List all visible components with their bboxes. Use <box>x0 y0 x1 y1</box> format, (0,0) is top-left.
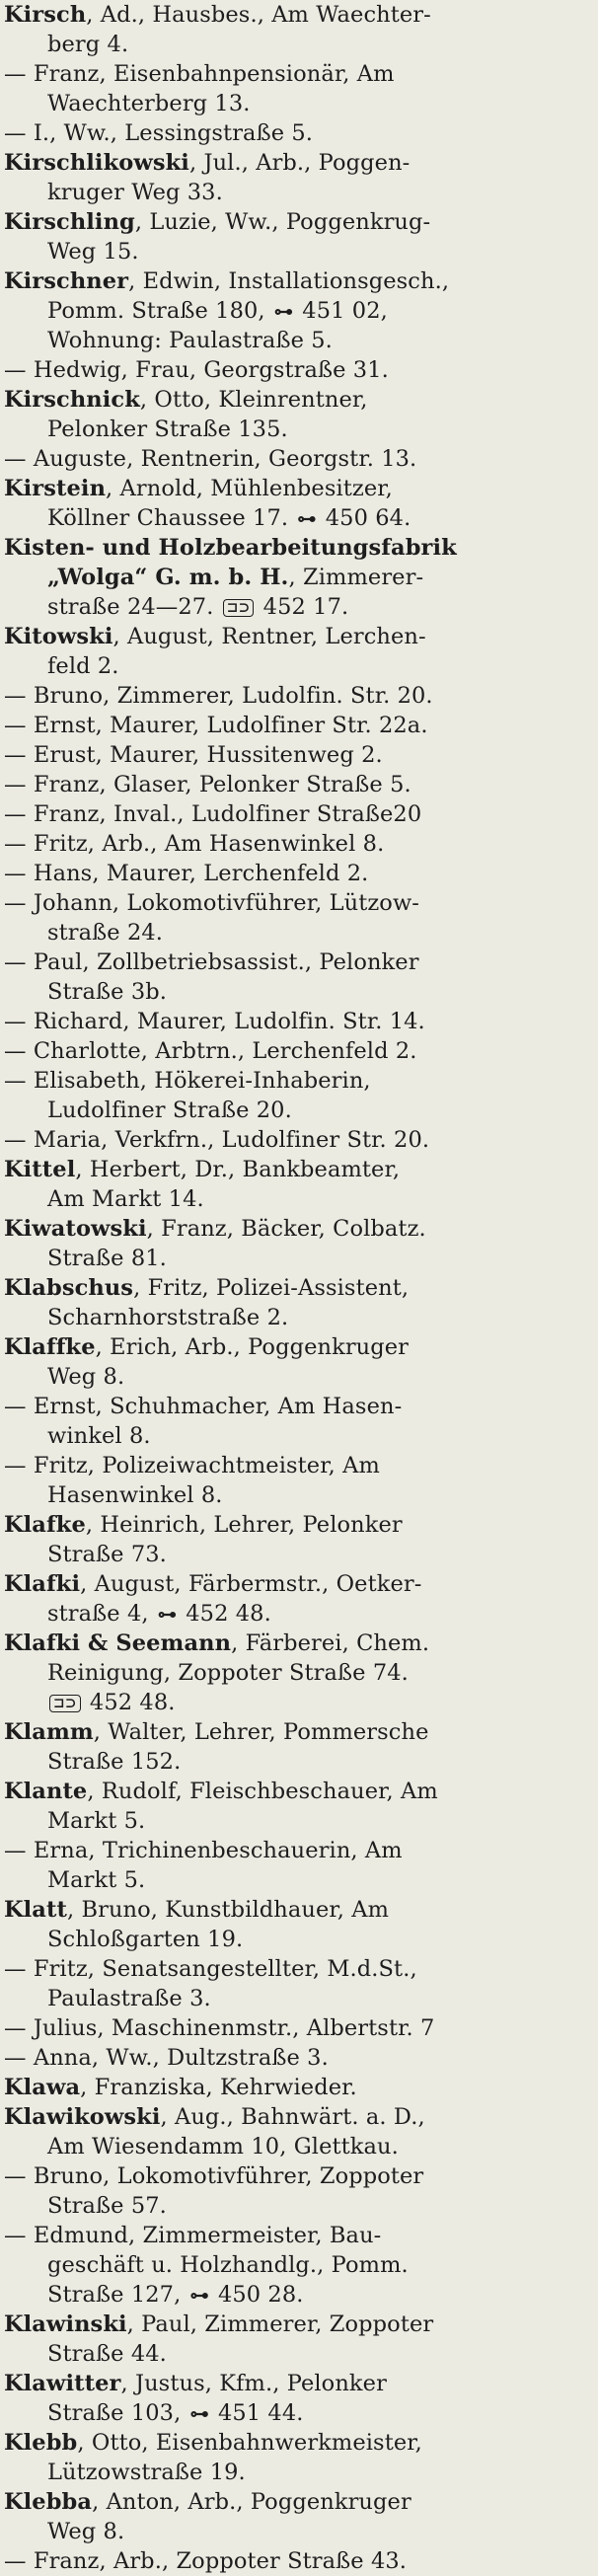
entry-kisten-holzbearbeitungsfabrik: Kisten- und Holzbearbeitungsfabrik „Wolga“ G. m. b. H., Zimmerer- straße 24—27. ⊐⊃ 452 17. <box>4 535 457 620</box>
entry-kirsch-ad: Kirsch, Ad., Hausbes., Am Waechter- berg 4. <box>4 2 431 57</box>
telephone-box-icon: ⊐⊃ <box>49 1695 81 1712</box>
entry-kitowski-maria: — Maria, Verkfrn., Ludolfiner Str. 20. <box>4 1127 430 1153</box>
entry-klaffke: Klaffke, Erich, Arb., Poggenkruger Weg 8. <box>4 1334 410 1390</box>
entry-klawinski: Klawinski, Paul, Zimmerer, Zoppoter Straße 44. <box>4 2311 434 2367</box>
entry-kitowski-franz-2: — Franz, Inval., Ludolfiner Straße20 <box>4 801 422 827</box>
telephone-icon: ⊶ <box>189 2285 209 2307</box>
entry-klafki: Klafki, August, Färbermstr., Oetker- straße 4, ⊶ 452 48. <box>4 1571 422 1627</box>
entry-kitowski-charlotte: — Charlotte, Arbtrn., Lerchenfeld 2. <box>4 1038 417 1064</box>
entry-kitowski-fritz: — Fritz, Arb., Am Hasenwinkel 8. <box>4 831 385 857</box>
entry-klante-erna: — Erna, Trichinenbeschauerin, Am Markt 5. <box>4 1838 403 1893</box>
entry-klatt: Klatt, Bruno, Kunstbildhauer, Am Schloßgarten 19. <box>4 1897 390 1952</box>
entry-klebba-franz: — Franz, Arb., Zoppoter Straße 43. <box>4 2548 408 2574</box>
entry-kitowski-bruno: — Bruno, Zimmerer, Ludolfin. Str. 20. <box>4 683 433 709</box>
entry-klaffke-fritz: — Fritz, Polizeiwachtmeister, Am Hasenwinkel 8. <box>4 1453 380 1508</box>
entry-kitowski-elisabeth: — Elisabeth, Hökerei-Inhaberin, Ludolfiner Straße 20. <box>4 1068 371 1123</box>
entry-kirschnick: Kirschnick, Otto, Kleinrentner, Pelonker Straße 135. <box>4 387 368 442</box>
entry-kirschner-hedwig: — Hedwig, Frau, Georgstraße 31. <box>4 357 389 383</box>
entry-kitowski: Kitowski, August, Rentner, Lerchen- feld 2. <box>4 624 426 679</box>
entry-klebba: Klebba, Anton, Arb., Poggenkruger Weg 8. <box>4 2489 411 2544</box>
entry-kitowski-ernst-1: — Ernst, Maurer, Ludolfiner Str. 22a. <box>4 713 428 738</box>
entry-kitowski-hans: — Hans, Maurer, Lerchenfeld 2. <box>4 861 369 886</box>
telephone-icon: ⊶ <box>273 301 294 323</box>
entry-kirstein: Kirstein, Arnold, Mühlenbesitzer, Köllner Chaussee 17. ⊶ 450 64. <box>4 476 411 531</box>
entry-kitowski-richard: — Richard, Maurer, Ludolfin. Str. 14. <box>4 1009 425 1034</box>
entry-klamm: Klamm, Walter, Lehrer, Pommersche Straße 152. <box>4 1719 429 1775</box>
entry-kitowski-franz-1: — Franz, Glaser, Pelonker Straße 5. <box>4 772 411 797</box>
telephone-icon: ⊶ <box>297 508 317 530</box>
entry-kitowski-paul: — Paul, Zollbetriebsassist., Pelonker Straße 3b. <box>4 949 419 1005</box>
entry-klebb: Klebb, Otto, Eisenbahnwerkmeister, Lützowstraße 19. <box>4 2430 422 2485</box>
entry-kirschling: Kirschling, Luzie, Ww., Poggenkrug- Weg 15. <box>4 209 431 265</box>
entry-klawikowski-edmund: — Edmund, Zimmermeister, Bau- geschäft u. Holzhandlg., Pomm. Straße 127, ⊶ 450 28. <box>4 2223 409 2308</box>
entry-kirsch-i: — I., Ww., Lessingstraße 5. <box>4 120 314 146</box>
entry-klafki-seemann: Klafki & Seemann, Färberei, Chem. Reinigung, Zoppoter Straße 74. ⊐⊃ 452 48. <box>4 1630 430 1715</box>
entry-kitowski-johann: — Johann, Lokomotivführer, Lützow- straße 24. <box>4 890 420 946</box>
entry-klawikowski-bruno: — Bruno, Lokomotivführer, Zoppoter Straße 57. <box>4 2163 424 2219</box>
entry-kittel: Kittel, Herbert, Dr., Bankbeamter, Am Markt 14. <box>4 1157 401 1212</box>
entry-kiwatowski: Kiwatowski, Franz, Bäcker, Colbatz. Straße 81. <box>4 1216 426 1271</box>
entry-kirschlikowski: Kirschlikowski, Jul., Arb., Poggen- kruger Weg 33. <box>4 150 411 205</box>
entry-kitowski-ernst-2: — Erust, Maurer, Hussitenweg 2. <box>4 742 383 768</box>
entry-klante: Klante, Rudolf, Fleischbeschauer, Am Markt 5. <box>4 1779 438 1834</box>
entry-klaffke-ernst: — Ernst, Schuhmacher, Am Hasen- winkel 8. <box>4 1394 403 1449</box>
entry-kirschnick-auguste: — Auguste, Rentnerin, Georgstr. 13. <box>4 446 417 472</box>
telephone-icon: ⊶ <box>189 2403 209 2425</box>
entry-klatt-julius: — Julius, Maschinenmstr., Albertstr. 7 <box>4 2015 435 2041</box>
entry-klawitter: Klawitter, Justus, Kfm., Pelonker Straße 103, ⊶ 451 44. <box>4 2371 387 2426</box>
entry-klawikowski: Klawikowski, Aug., Bahnwärt. a. D., Am Wiesendamm 10, Glettkau. <box>4 2104 425 2159</box>
entry-klawa: Klawa, Franziska, Kehrwieder. <box>4 2075 357 2100</box>
entry-kirschner: Kirschner, Edwin, Installationsgesch., Pomm. Straße 180, ⊶ 451 02, Wohnung: Paulastraße 5. <box>4 268 450 353</box>
entry-klafke: Klafke, Heinrich, Lehrer, Pelonker Straße 73. <box>4 1512 403 1567</box>
entry-klabschus: Klabschus, Fritz, Polizei-Assistent, Scharnhorststraße 2. <box>4 1275 410 1330</box>
entry-kirsch-franz: — Franz, Eisenbahnpensionär, Am Waechterberg 13. <box>4 61 395 116</box>
entry-name: Kirsch <box>4 2 87 28</box>
telephone-box-icon: ⊐⊃ <box>223 599 255 617</box>
telephone-icon: ⊶ <box>157 1604 177 1626</box>
entry-klatt-anna: — Anna, Ww., Dultzstraße 3. <box>4 2045 329 2071</box>
entry-klatt-fritz: — Fritz, Senatsangestellter, M.d.St., Paulastraße 3. <box>4 1956 417 2011</box>
